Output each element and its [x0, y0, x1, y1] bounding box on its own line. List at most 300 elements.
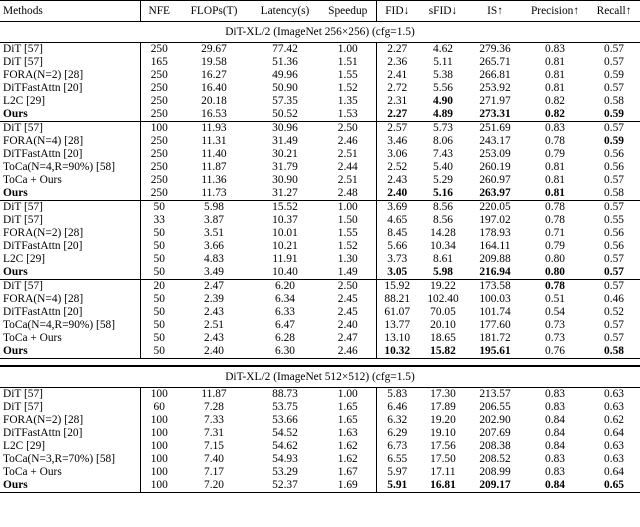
- cell-sfid: 17.11: [430, 466, 456, 478]
- cell-nfe: 20: [140, 280, 178, 294]
- table-row: [0, 414, 640, 427]
- cell-flops: 11.73: [178, 187, 250, 201]
- cell-method: FORA(N=4) [28]: [0, 135, 140, 148]
- cell-latency: 50.52: [272, 108, 298, 120]
- cell-fid: 8.45: [376, 227, 418, 240]
- cell-fid: 6.32: [376, 414, 418, 427]
- cell-speedup: 2.46: [320, 345, 376, 359]
- cell-is: 209.88: [479, 253, 511, 265]
- cell-method: DiTFastAttn [20]: [0, 240, 140, 253]
- cell-sfid: 17.30: [430, 388, 456, 400]
- cell-nfe: 100: [150, 440, 168, 452]
- cell-precision: 0.83: [522, 122, 588, 136]
- cell-method: ToCa(N=3,R=70%) [58]: [0, 453, 140, 466]
- cell-recall: 0.62: [604, 414, 624, 426]
- cell-sfid: 19.22: [418, 280, 468, 294]
- cell-latency: 31.79: [272, 161, 298, 173]
- cell-sfid: 18.65: [430, 332, 456, 344]
- cell-latency: 10.01: [272, 227, 298, 239]
- cell-fid: 13.10: [376, 332, 418, 345]
- cell-fid: 2.40: [376, 187, 418, 201]
- cell-method: Ours: [0, 345, 140, 359]
- cell-recall: 0.57: [588, 122, 640, 136]
- cell-sfid: 8.06: [433, 135, 453, 147]
- cell-speedup: 2.45: [337, 293, 358, 305]
- cell-latency: 31.27: [250, 187, 320, 201]
- cell-flops: 3.51: [204, 227, 224, 239]
- cell-nfe: 50: [153, 293, 165, 305]
- cell-sfid: 17.56: [430, 440, 456, 452]
- cell-method: ToCa + Ours: [0, 332, 140, 345]
- table-row: [0, 266, 640, 280]
- col-header-methods: Methods: [0, 1, 140, 22]
- cell-method: Ours: [0, 108, 140, 122]
- cell-recall: 0.59: [604, 69, 624, 81]
- cell-precision: 0.81: [545, 69, 565, 81]
- cell-nfe: 250: [150, 69, 168, 81]
- cell-nfe: 100: [150, 414, 168, 426]
- table-row: [0, 401, 640, 414]
- cell-sfid: 15.82: [418, 345, 468, 359]
- cell-is: 101.74: [479, 306, 511, 318]
- cell-fid: 2.72: [376, 82, 418, 95]
- cell-recall: 0.56: [604, 240, 624, 252]
- cell-flops: 11.36: [201, 174, 227, 186]
- cell-speedup: 1.50: [337, 214, 358, 226]
- cell-latency: 6.28: [275, 332, 295, 344]
- cell-is: 263.97: [468, 187, 522, 201]
- cell-nfe: 50: [153, 306, 165, 318]
- table-row: [0, 253, 640, 266]
- cell-method: DiT [57]: [0, 43, 140, 57]
- section-title: DiT-XL/2 (ImageNet 512×512) (cfg=1.5): [0, 366, 640, 388]
- table-row: [0, 332, 640, 345]
- cell-speedup: 2.50: [320, 280, 376, 294]
- cell-fid: 3.06: [376, 148, 418, 161]
- cell-fid: 4.65: [376, 214, 418, 227]
- cell-recall: 0.46: [604, 293, 624, 305]
- cell-fid: 3.46: [376, 135, 418, 148]
- cell-flops: 3.66: [204, 240, 224, 252]
- cell-speedup: 1.62: [337, 453, 358, 465]
- cell-nfe: 100: [150, 427, 168, 439]
- cell-is: 213.57: [479, 388, 511, 400]
- cell-sfid: 5.29: [433, 174, 453, 186]
- cell-recall: 0.57: [604, 332, 624, 344]
- cell-nfe: 250: [150, 108, 168, 120]
- col-header-is: IS↑: [468, 1, 522, 22]
- cell-recall: 0.63: [604, 453, 624, 465]
- cell-precision: 0.73: [545, 319, 565, 331]
- cell-flops: 7.20: [178, 479, 250, 493]
- cell-nfe: 250: [150, 161, 168, 173]
- cell-nfe: 100: [140, 122, 178, 136]
- cell-precision: 0.78: [522, 280, 588, 294]
- cell-fid: 3.05: [376, 266, 418, 280]
- cell-method: FORA(N=2) [28]: [0, 69, 140, 82]
- cell-nfe: 33: [153, 214, 165, 226]
- cell-speedup: 2.46: [337, 135, 358, 147]
- cell-recall: 0.57: [604, 319, 624, 331]
- cell-method: DiTFastAttn [20]: [0, 427, 140, 440]
- table-row: [0, 280, 640, 294]
- cell-fid: 88.21: [376, 293, 418, 306]
- cell-is: 164.11: [479, 240, 511, 252]
- cell-is: 266.81: [479, 69, 511, 81]
- cell-latency: 53.66: [272, 414, 298, 426]
- cell-latency: 10.37: [272, 214, 298, 226]
- cell-latency: 6.47: [275, 319, 295, 331]
- cell-speedup: 1.67: [337, 466, 358, 478]
- cell-flops: 7.31: [204, 427, 224, 439]
- cell-latency: 6.33: [275, 306, 295, 318]
- cell-sfid: 4.90: [433, 95, 453, 107]
- cell-is: 208.99: [479, 466, 511, 478]
- cell-method: FORA(N=2) [28]: [0, 414, 140, 427]
- section-title: DiT-XL/2 (ImageNet 256×256) (cfg=1.5): [0, 22, 640, 43]
- cell-flops: 2.47: [178, 280, 250, 294]
- cell-flops: 29.67: [201, 43, 227, 55]
- cell-flops: 16.27: [201, 69, 227, 81]
- table-row: [0, 319, 640, 332]
- cell-fid: 5.97: [376, 466, 418, 479]
- section-title-row: [0, 366, 640, 388]
- cell-flops: 7.40: [204, 453, 224, 465]
- cell-flops: 7.17: [204, 466, 224, 478]
- cell-speedup: 1.63: [337, 427, 358, 439]
- cell-method: Ours: [0, 266, 140, 280]
- cell-flops: 2.40: [178, 345, 250, 359]
- cell-method: ToCa + Ours: [0, 174, 140, 187]
- cell-precision: 0.81: [545, 174, 565, 186]
- cell-sfid: 4.89: [433, 108, 453, 120]
- cell-nfe: 100: [150, 466, 168, 478]
- cell-speedup: 2.48: [320, 187, 376, 201]
- cell-method: DiTFastAttn [20]: [0, 306, 140, 319]
- cell-flops: 16.40: [201, 82, 227, 94]
- cell-is: 207.69: [479, 427, 511, 439]
- cell-precision: 0.81: [545, 56, 565, 68]
- cell-recall: 0.58: [604, 95, 624, 107]
- cell-speedup: 2.50: [320, 122, 376, 136]
- table-row: [0, 214, 640, 227]
- section-title-row: [0, 22, 640, 43]
- cell-fid: 6.73: [376, 440, 418, 453]
- cell-precision: 0.82: [545, 108, 565, 120]
- cell-speedup: 1.00: [337, 201, 358, 213]
- cell-precision: 0.83: [545, 466, 565, 478]
- cell-nfe: 50: [153, 266, 165, 278]
- cell-latency: 50.90: [272, 82, 298, 94]
- cell-latency: 54.62: [272, 440, 298, 452]
- cell-speedup: 2.47: [337, 332, 358, 344]
- cell-sfid: 5.11: [433, 56, 453, 68]
- cell-is: 260.97: [479, 174, 511, 186]
- cell-nfe: 100: [150, 453, 168, 465]
- cell-precision: 0.80: [545, 266, 565, 278]
- cell-latency: 54.93: [272, 453, 298, 465]
- cell-recall: 0.63: [604, 388, 624, 400]
- cell-method: DiT [57]: [0, 401, 140, 414]
- cell-method: ToCa(N=4,R=90%) [58]: [0, 319, 140, 332]
- table-row: [0, 427, 640, 440]
- cell-latency: 11.91: [272, 253, 298, 265]
- cell-nfe: 250: [150, 95, 168, 107]
- cell-speedup: 1.52: [337, 240, 358, 252]
- cell-nfe: 50: [153, 332, 165, 344]
- col-header-latency: Latency(s): [250, 1, 320, 22]
- cell-nfe: 50: [140, 345, 178, 359]
- cell-precision: 0.81: [545, 161, 565, 173]
- cell-latency: 88.73: [272, 388, 298, 400]
- cell-sfid: 5.40: [433, 161, 453, 173]
- cell-precision: 0.83: [545, 401, 565, 413]
- cell-speedup: 2.45: [337, 306, 358, 318]
- cell-sfid: 8.56: [433, 214, 453, 226]
- cell-is: 181.72: [479, 332, 511, 344]
- cell-precision: 0.51: [545, 293, 565, 305]
- cell-sfid: 102.40: [427, 293, 459, 305]
- table-row: [0, 82, 640, 95]
- cell-precision: 0.79: [545, 240, 565, 252]
- cell-flops: 11.93: [178, 122, 250, 136]
- cell-method: DiT [57]: [0, 201, 140, 215]
- cell-flops: 7.15: [204, 440, 224, 452]
- cell-fid: 2.52: [376, 161, 418, 174]
- col-header-flops: FLOPs(T): [178, 1, 250, 22]
- cell-recall: 0.57: [604, 253, 624, 265]
- cell-fid: 5.83: [376, 388, 418, 402]
- cell-sfid: 14.28: [430, 227, 456, 239]
- cell-nfe: 60: [153, 401, 165, 413]
- cell-is: 209.17: [468, 479, 522, 493]
- cell-sfid: 8.61: [433, 253, 453, 265]
- cell-fid: 6.46: [376, 401, 418, 414]
- cell-speedup: 1.51: [337, 56, 358, 68]
- cell-fid: 2.57: [376, 122, 418, 136]
- cell-recall: 0.58: [588, 187, 640, 201]
- cell-precision: 0.83: [545, 43, 565, 55]
- cell-nfe: 250: [150, 174, 168, 186]
- table-row: [0, 293, 640, 306]
- cell-is: 243.17: [479, 135, 511, 147]
- cell-latency: 6.20: [250, 280, 320, 294]
- cell-latency: 6.34: [275, 293, 295, 305]
- cell-precision: 0.83: [545, 388, 565, 400]
- table-row: [0, 69, 640, 82]
- cell-latency: 30.90: [272, 174, 298, 186]
- header-row: [0, 1, 640, 22]
- cell-sfid: 5.16: [418, 187, 468, 201]
- cell-speedup: 2.51: [337, 148, 358, 160]
- cell-recall: 0.56: [604, 161, 624, 173]
- cell-latency: 53.29: [272, 466, 298, 478]
- table-row: [0, 440, 640, 453]
- cell-flops: 4.83: [204, 253, 224, 265]
- cell-flops: 3.87: [204, 214, 224, 226]
- cell-fid: 2.31: [376, 95, 418, 108]
- cell-speedup: 1.69: [320, 479, 376, 493]
- cell-recall: 0.63: [604, 440, 624, 452]
- cell-fid: 2.27: [376, 108, 418, 122]
- cell-method: FORA(N=2) [28]: [0, 227, 140, 240]
- cell-nfe: 100: [150, 388, 168, 400]
- cell-latency: 54.52: [272, 427, 298, 439]
- table-row: [0, 345, 640, 359]
- cell-flops: 2.51: [204, 319, 224, 331]
- cell-latency: 15.52: [272, 201, 298, 213]
- cell-is: 260.19: [479, 161, 511, 173]
- cell-recall: 0.64: [604, 466, 624, 478]
- cell-fid: 6.29: [376, 427, 418, 440]
- table-row: [0, 201, 640, 215]
- cell-latency: 53.75: [272, 401, 298, 413]
- cell-fid: 10.32: [376, 345, 418, 359]
- cell-fid: 2.36: [376, 56, 418, 69]
- cell-is: 271.97: [479, 95, 511, 107]
- table-row: [0, 466, 640, 479]
- cell-is: 253.09: [479, 148, 511, 160]
- cell-sfid: 17.50: [430, 453, 456, 465]
- cell-speedup: 2.40: [337, 319, 358, 331]
- cell-sfid: 10.34: [430, 240, 456, 252]
- cell-recall: 0.57: [604, 56, 624, 68]
- table-row: [0, 135, 640, 148]
- cell-flops: 2.39: [204, 293, 224, 305]
- cell-is: 208.52: [479, 453, 511, 465]
- cell-recall: 0.56: [604, 227, 624, 239]
- cell-fid: 5.91: [376, 479, 418, 493]
- cell-flops: 19.58: [201, 56, 227, 68]
- cell-method: ToCa + Ours: [0, 466, 140, 479]
- cell-method: Ours: [0, 479, 140, 493]
- cell-latency: 31.49: [272, 135, 298, 147]
- cell-recall: 0.59: [604, 108, 624, 120]
- cell-nfe: 50: [153, 253, 165, 265]
- cell-speedup: 1.65: [337, 414, 358, 426]
- cell-sfid: 5.38: [433, 69, 453, 81]
- cell-speedup: 1.62: [337, 440, 358, 452]
- cell-is: 173.58: [468, 280, 522, 294]
- cell-recall: 0.55: [604, 214, 624, 226]
- cell-is: 273.31: [479, 108, 511, 120]
- cell-method: L2C [29]: [0, 95, 140, 108]
- table-row: [0, 148, 640, 161]
- cell-method: Ours: [0, 187, 140, 201]
- cell-sfid: 5.73: [418, 122, 468, 136]
- cell-fid: 2.43: [376, 174, 418, 187]
- cell-method: DiTFastAttn [20]: [0, 82, 140, 95]
- col-header-recall: Recall↑: [588, 1, 640, 22]
- cell-latency: 77.42: [272, 43, 298, 55]
- cell-sfid: 7.43: [433, 148, 453, 160]
- table-row: [0, 453, 640, 466]
- cell-recall: 0.56: [604, 148, 624, 160]
- cell-nfe: 50: [153, 227, 165, 239]
- col-header-fid: FID↓: [376, 1, 418, 22]
- cell-sfid: 19.20: [430, 414, 456, 426]
- cell-recall: 0.57: [604, 82, 624, 94]
- cell-fid: 61.07: [376, 306, 418, 319]
- cell-is: 216.94: [479, 266, 511, 278]
- cell-precision: 0.84: [545, 414, 565, 426]
- cell-nfe: 50: [153, 201, 165, 213]
- cell-speedup: 2.44: [337, 161, 358, 173]
- table-row: [0, 240, 640, 253]
- cell-speedup: 1.65: [337, 401, 358, 413]
- table-row: [0, 43, 640, 57]
- cell-method: ToCa(N=4,R=90%) [58]: [0, 161, 140, 174]
- cell-recall: 0.64: [604, 427, 624, 439]
- cell-nfe: 50: [153, 240, 165, 252]
- cell-sfid: 20.10: [430, 319, 456, 331]
- cell-recall: 0.57: [604, 43, 624, 55]
- cell-is: 279.36: [479, 43, 511, 55]
- cell-sfid: 70.05: [430, 306, 456, 318]
- cell-flops: 20.18: [201, 95, 227, 107]
- table-row: [0, 174, 640, 187]
- cell-is: 195.61: [468, 345, 522, 359]
- cell-fid: 15.92: [376, 280, 418, 294]
- cell-sfid: 4.62: [433, 43, 453, 55]
- cell-fid: 5.66: [376, 240, 418, 253]
- cell-sfid: 16.81: [418, 479, 468, 493]
- cell-precision: 0.78: [545, 214, 565, 226]
- cell-flops: 11.87: [201, 161, 227, 173]
- cell-flops: 7.33: [204, 414, 224, 426]
- cell-precision: 0.78: [545, 201, 565, 213]
- cell-speedup: 1.55: [337, 69, 358, 81]
- cell-latency: 49.96: [272, 69, 298, 81]
- cell-is: 220.05: [479, 201, 511, 213]
- cell-method: L2C [29]: [0, 440, 140, 453]
- cell-is: 197.02: [479, 214, 511, 226]
- cell-latency: 51.36: [272, 56, 298, 68]
- cell-recall: 0.52: [604, 306, 624, 318]
- cell-speedup: 1.49: [337, 266, 358, 278]
- cell-sfid: 19.10: [430, 427, 456, 439]
- cell-flops: 11.31: [201, 135, 227, 147]
- cell-latency: 10.21: [272, 240, 298, 252]
- table-row: [0, 122, 640, 136]
- table-row: [0, 95, 640, 108]
- cell-is: 206.55: [479, 401, 511, 413]
- cell-fid: 3.73: [376, 253, 418, 266]
- cell-speedup: 1.55: [337, 227, 358, 239]
- cell-is: 265.71: [479, 56, 511, 68]
- cell-recall: 0.65: [588, 479, 640, 493]
- cell-is: 208.38: [479, 440, 511, 452]
- cell-flops: 2.43: [204, 306, 224, 318]
- cell-speedup: 1.30: [337, 253, 358, 265]
- cell-recall: 0.59: [604, 135, 624, 147]
- cell-precision: 0.81: [522, 187, 588, 201]
- cell-is: 100.03: [479, 293, 511, 305]
- cell-latency: 30.21: [272, 148, 298, 160]
- table-row: [0, 187, 640, 201]
- cell-method: DiT [57]: [0, 122, 140, 136]
- col-header-speedup: Speedup: [320, 1, 376, 22]
- cell-method: DiTFastAttn [20]: [0, 148, 140, 161]
- cell-latency: 6.30: [250, 345, 320, 359]
- cell-recall: 0.57: [604, 266, 624, 278]
- cell-sfid: 17.89: [430, 401, 456, 413]
- cell-precision: 0.76: [522, 345, 588, 359]
- section-gap: [0, 359, 640, 367]
- table-row: [0, 161, 640, 174]
- cell-method: L2C [29]: [0, 253, 140, 266]
- cell-method: FORA(N=4) [28]: [0, 293, 140, 306]
